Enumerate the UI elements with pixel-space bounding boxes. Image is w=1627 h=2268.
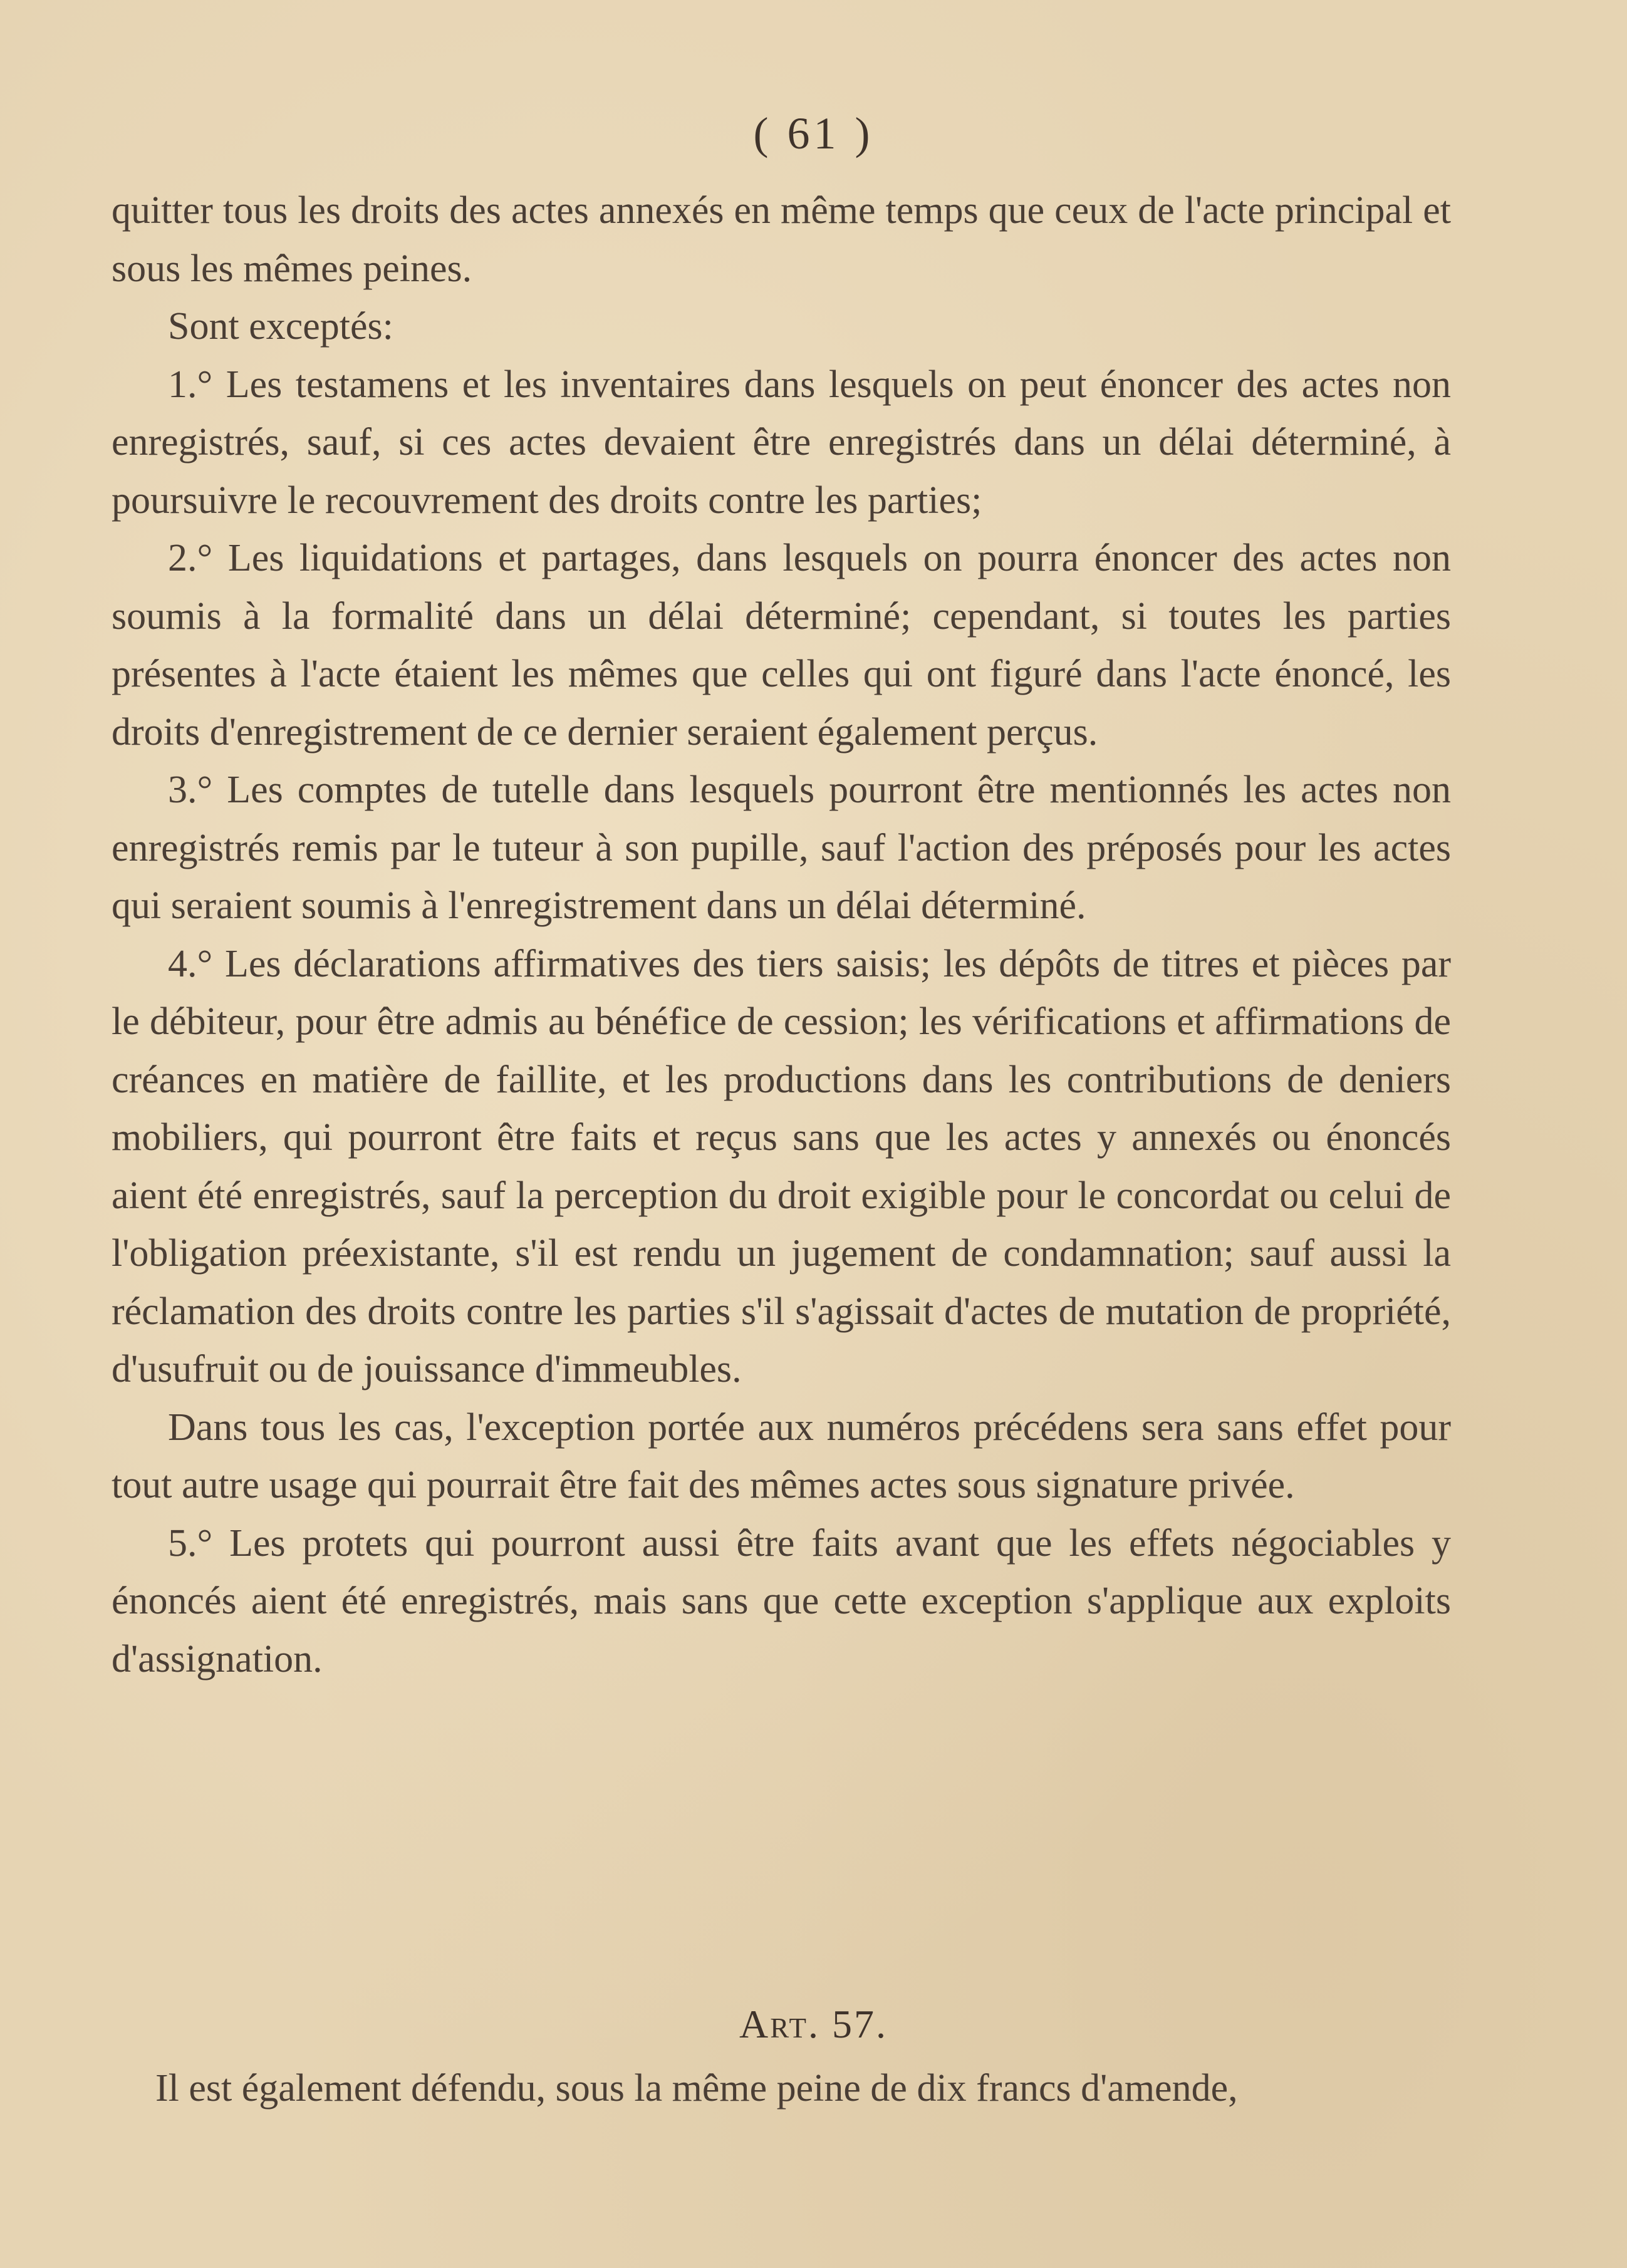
- paragraph-item-3: 3.° Les comptes de tutelle dans lesquels pourront être mentionnés les actes non enregistrés remis par le tuteur à son pupille, sauf l'action des préposés pour les actes qui seraient soumis à l'enregistrement dans un délai déterminé.: [112, 769, 1451, 927]
- article-heading: Art. 57.: [739, 2002, 888, 2046]
- paragraph-item-5: 5.° Les protets qui pourront aussi être faits avant que les effets négociables y énoncés aient été enregistrés, mais sans que cette exception s'applique aux exploits d'assignation.: [112, 1521, 1451, 1680]
- body-text: [112, 182, 1451, 1688]
- paragraph-continuation: quitter tous les droits des actes annexés en même temps que ceux de l'acte principal et sous les mêmes peines.: [112, 189, 1451, 290]
- paragraph-item-1: 1.° Les testamens et les inventaires dans lesquels on peut énoncer des actes non enregistrés, sauf, si ces actes devaient être enregistrés dans un délai déterminé, à poursuivre le recouvrement des droits contre les parties;: [112, 363, 1451, 522]
- paragraph-exceptions-intro: Sont exceptés:: [168, 305, 393, 348]
- paragraph-item-4: 4.° Les déclarations affirmatives des tiers saisis; les dépôts de titres et pièces par le débiteur, pour être admis au bénéfice de cession; les vérifications et affirmations de créances en matière de faillite, et les productions dans les contributions de deniers mobiliers, qui pourront être faits et reçus sans que les actes y annexés ou énoncés aient été enregistrés, sauf la perception du droit exigible pour le concordat ou celui de l'obligation préexistante, s'il est rendu un jugement de condamnation; sauf aussi la réclamation des droits contre les parties s'il s'agissait d'actes de mutation de propriété, d'usufruit ou de jouissance d'immeubles.: [112, 942, 1451, 1390]
- page-number: ( 61 ): [753, 108, 874, 158]
- paragraph-item-2: 2.° Les liquidations et partages, dans lesquels on pourra énoncer des actes non soumis à la formalité dans un délai déterminé; cependant, si toutes les parties présentes à l'acte étaient les mêmes que celles qui ont figuré dans l'acte énoncé, les droits d'enregistrement de ce dernier seraient également perçus.: [112, 537, 1451, 753]
- paragraph-article-57: Il est également défendu, sous la même peine de dix francs d'amende,: [155, 2067, 1238, 2110]
- paragraph-all-cases: Dans tous les cas, l'exception portée aux numéros précédens sera sans effet pour tout autre usage qui pourrait être fait des mêmes actes sous signature privée.: [112, 1406, 1451, 1506]
